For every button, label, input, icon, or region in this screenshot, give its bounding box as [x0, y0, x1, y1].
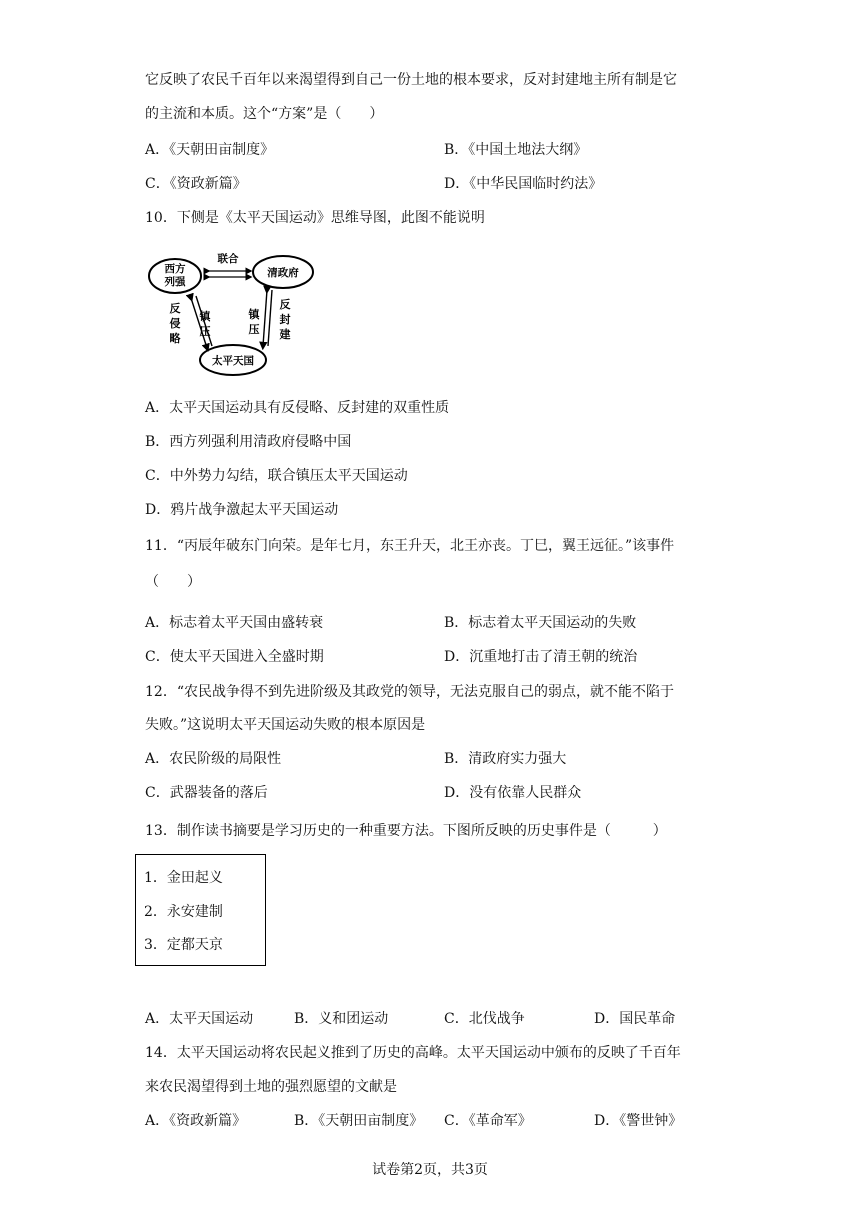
q12-stem-2: 失败。”这说明太平天国运动失败的根本原因是: [145, 717, 426, 733]
label-right-outer-1: 反: [279, 298, 291, 311]
q10-option-a: A．太平天国运动具有反侵略、反封建的双重性质: [145, 400, 450, 416]
q14-stem-2: 来农民渴望得到土地的强烈愿望的文献是: [145, 1079, 397, 1095]
summary-item-3: 3．定都天京: [144, 937, 223, 953]
label-left-outer-1: 反: [169, 302, 181, 315]
q13-option-a: A．太平天国运动: [145, 1011, 254, 1027]
q14-option-b: B．《天朝田亩制度》: [294, 1113, 424, 1129]
q14-option-a: A．《资政新篇》: [145, 1113, 247, 1129]
q9-stem-continued-2: 的主流和本质。这个“方案”是（ ）: [145, 106, 384, 122]
node-west-label-1: 西方: [164, 263, 186, 275]
arrow-right: [263, 290, 267, 346]
node-taiping-label: 太平天国: [212, 355, 254, 367]
q13-option-d: D．国民革命: [594, 1011, 676, 1027]
q9-option-c: C．《资政新篇》: [145, 176, 247, 192]
reading-summary-box: [135, 854, 266, 966]
q11-option-d: D．沉重地打击了清王朝的统治: [444, 649, 638, 665]
q14-option-d: D．《警世钟》: [594, 1113, 683, 1129]
q11-blank: （ ）: [145, 574, 201, 590]
label-right-outer-2: 封: [279, 313, 291, 326]
q10-option-c: C．中外势力勾结，联合镇压太平天国运动: [145, 468, 408, 484]
q12-option-d: D．没有依靠人民群众: [444, 785, 582, 801]
q12-option-b: B．清政府实力强大: [444, 751, 567, 767]
q11-option-b: B．标志着太平天国运动的失败: [444, 615, 637, 631]
q11-stem: 11．“丙辰年破东门向荣。是年七月，东王升天，北王亦丧。丁巳，翼王远征。”该事件: [145, 538, 675, 554]
mind-map-diagram: [145, 250, 325, 382]
node-west-label-2: 列强: [164, 276, 186, 288]
arrow-right-2: [268, 290, 272, 346]
q9-option-b: B．《中国土地法大纲》: [444, 142, 588, 158]
q11-option-a: A．标志着太平天国由盛转衰: [145, 615, 324, 631]
label-left-outer-2: 侵: [169, 317, 181, 330]
summary-item-2: 2．永安建制: [144, 904, 223, 920]
q12-stem-1: 12．“农民战争得不到先进阶级及其政党的领导，无法克服自己的弱点，就不能不陷于: [145, 684, 674, 700]
q9-option-a: A．《天朝田亩制度》: [145, 142, 275, 158]
label-right-inner-2: 压: [248, 323, 260, 336]
label-right-inner-1: 镇: [248, 308, 260, 321]
page-footer: 试卷第2页，共3页: [372, 1162, 488, 1178]
label-left-inner-2: 压: [199, 325, 211, 338]
label-left-outer-3: 略: [169, 332, 181, 345]
label-lianhe: 联合: [217, 253, 239, 265]
q9-option-d: D．《中华民国临时约法》: [444, 176, 603, 192]
q10-option-b: B．西方列强利用清政府侵略中国: [145, 434, 352, 450]
q13-option-c: C．北伐战争: [444, 1011, 525, 1027]
summary-item-1: 1．金田起义: [144, 870, 223, 886]
q13-option-b: B．义和团运动: [294, 1011, 389, 1027]
node-qing-label: 清政府: [267, 267, 299, 279]
q10-stem: 10．下侧是《太平天国运动》思维导图，此图不能说明: [145, 210, 485, 226]
label-left-inner-1: 镇: [199, 310, 211, 323]
q13-stem: 13．制作读书摘要是学习历史的一种重要方法。下图所反映的历史事件是（ ）: [145, 823, 667, 839]
q14-option-c: C．《革命军》: [444, 1113, 532, 1129]
q14-stem-1: 14．太平天国运动将农民起义推到了历史的高峰。太平天国运动中颁布的反映了千百年: [145, 1045, 681, 1061]
q12-option-a: A．农民阶级的局限性: [145, 751, 282, 767]
label-right-outer-3: 建: [279, 328, 291, 341]
q12-option-c: C．武器装备的落后: [145, 785, 268, 801]
q11-option-c: C．使太平天国进入全盛时期: [145, 649, 324, 665]
q9-stem-continued-1: 它反映了农民千百年以来渴望得到自己一份土地的根本要求，反对封建地主所有制是它: [145, 72, 677, 88]
q10-option-d: D．鸦片战争激起太平天国运动: [145, 502, 339, 518]
